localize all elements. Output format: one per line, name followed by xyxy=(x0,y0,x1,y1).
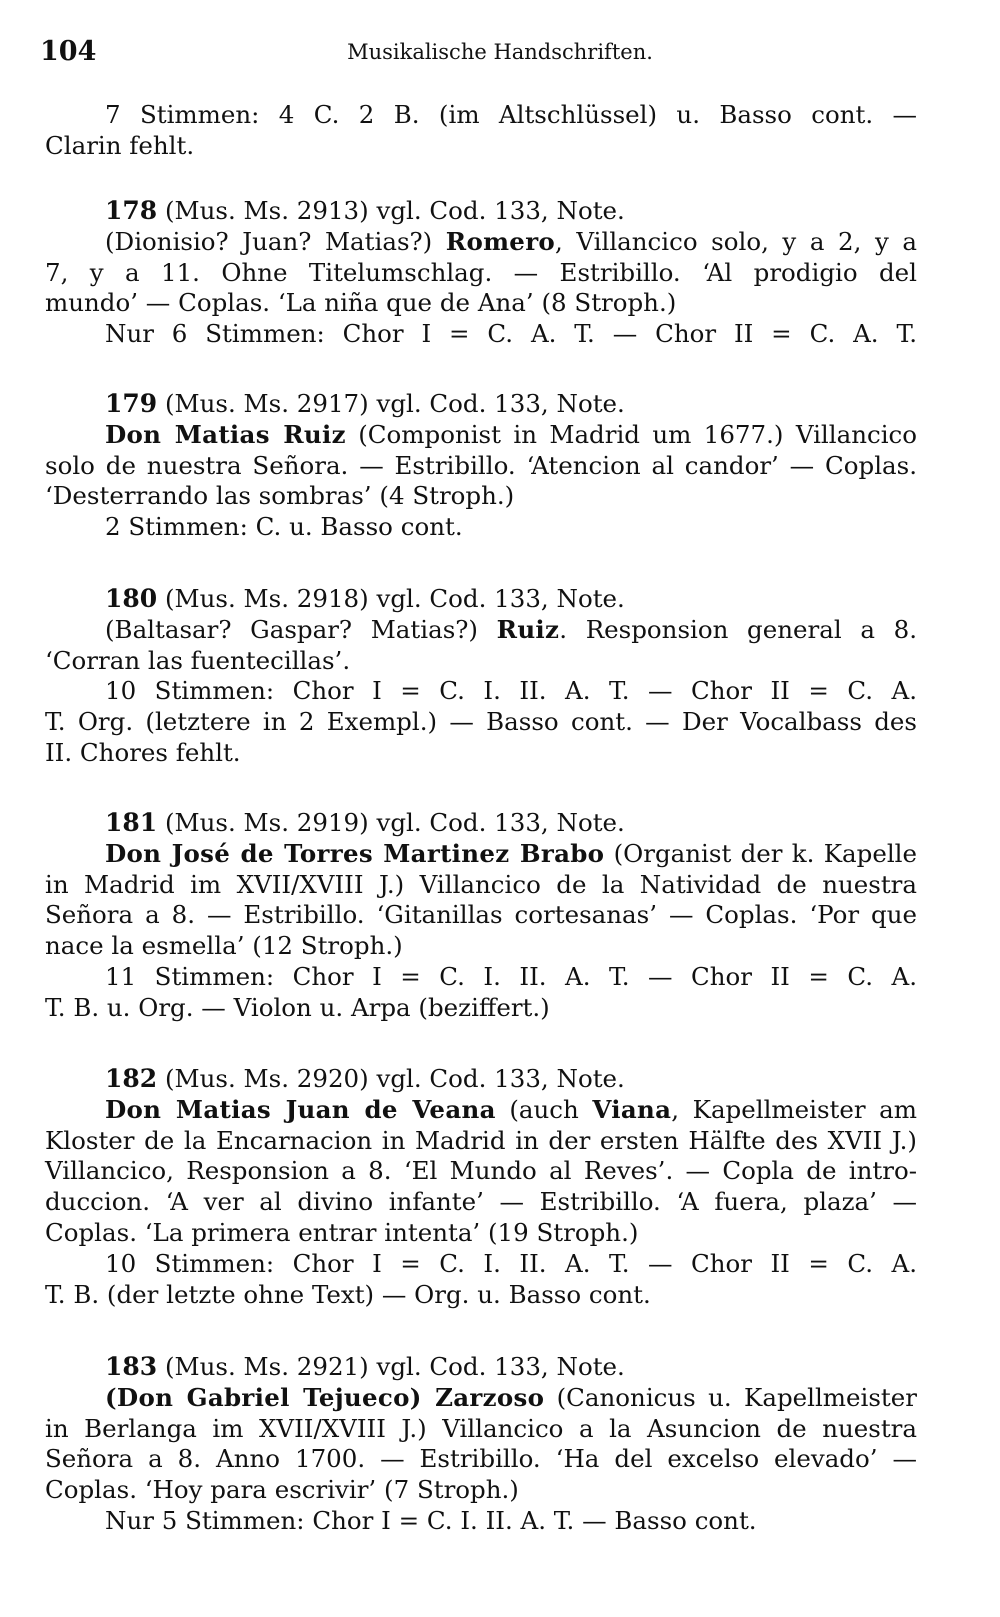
catalog-entry-181 xyxy=(45,808,917,1024)
catalog-entry-183 xyxy=(45,1352,917,1537)
text-line: in Berlanga im XVII/XVIII J.) Villancico a la Asuncion de nuestra xyxy=(45,1413,917,1443)
continuation-block xyxy=(45,100,917,162)
text-line: ‘Corran las fuentecillas’. xyxy=(45,645,351,675)
voices-line: 11 Stimmen: Chor I = C. I. II. A. T. — Chor II = C. A. xyxy=(105,961,917,991)
text-line: duccion. ‘A ver al divino infante’ — Estribillo. ‘A fuera, plaza’ — xyxy=(45,1187,917,1217)
text-line: nace la esmella’ (12 Stroph.) xyxy=(45,931,403,961)
shelfmark-reference: (Mus. Ms. 2921) vgl. Cod. 133, Note. xyxy=(157,1352,625,1381)
composer-given-names: (Dionisio? Juan? Matias?) xyxy=(105,226,446,256)
entry-number: 181 xyxy=(105,808,158,837)
voices-line: 2 Stimmen: C. u. Basso cont. xyxy=(105,512,463,542)
catalog-entry-179 xyxy=(45,389,917,543)
composer-name: Don Matias Ruiz xyxy=(105,419,346,449)
text-line: T. Org. (letztere in 2 Exempl.) — Basso cont. — Der Vocalbass des xyxy=(45,707,917,737)
composer-note: , Kapellmeister am xyxy=(671,1094,917,1124)
entry-number: 179 xyxy=(105,389,158,418)
entry-number: 183 xyxy=(105,1352,158,1381)
voices-line: 10 Stimmen: Chor I = C. I. II. A. T. — Chor II = C. A. xyxy=(105,676,917,706)
work-title: . Responsion general a 8. xyxy=(559,614,917,644)
entry-ref-line xyxy=(45,808,917,839)
entry-ref-line xyxy=(45,1064,917,1095)
text-line: T. B. (der letzte ohne Text) — Org. u. Basso cont. xyxy=(45,1279,651,1309)
entry-ref-line xyxy=(45,584,917,615)
composer-name: Don José de Torres Martinez Brabo xyxy=(105,838,605,868)
text-line: 7 Stimmen: 4 C. 2 B. (im Altschlüssel) u. Basso cont. — xyxy=(105,100,917,129)
text-line: solo de nuestra Señora. — Estribillo. ‘Atencion al candor’ — Coplas. xyxy=(45,450,917,480)
page-number: 104 xyxy=(40,36,97,67)
entry-ref-line xyxy=(45,389,917,420)
text-line xyxy=(45,227,917,258)
shelfmark-reference: (Mus. Ms. 2913) vgl. Cod. 133, Note. xyxy=(157,196,625,225)
catalog-entry-182 xyxy=(45,1064,917,1310)
catalog-entry-178 xyxy=(45,196,917,350)
text-line xyxy=(45,1095,917,1126)
work-title: , Villancico solo, y a 2, y a xyxy=(555,226,917,256)
composer-given-names: (Baltasar? Gaspar? Matias?) xyxy=(105,614,497,644)
text-line: Señora a 8. — Estribillo. ‘Gitanillas cortesanas’ — Coplas. ‘Por que xyxy=(45,900,917,930)
composer-alt-name: Viana xyxy=(592,1094,672,1124)
text-line: T. B. u. Org. — Violon u. Arpa (beziffert.) xyxy=(45,992,550,1022)
composer-name: Romero xyxy=(445,226,556,256)
text-line xyxy=(45,1383,917,1414)
text-line: II. Chores fehlt. xyxy=(45,737,241,767)
entry-number: 182 xyxy=(105,1064,158,1093)
text-line: Señora a 8. Anno 1700. — Estribillo. ‘Ha del excelso elevado’ — xyxy=(45,1444,917,1474)
entry-number: 178 xyxy=(105,196,158,225)
text-line: mundo’ — Coplas. ‘La niña que de Ana’ (8 Stroph.) xyxy=(45,288,677,318)
composer-name: (Don Gabriel Tejueco) Zarzoso xyxy=(105,1382,545,1412)
composer-note: (Canonicus u. Kapellmeister xyxy=(544,1382,917,1412)
text-line xyxy=(45,615,917,646)
text-line xyxy=(45,420,917,451)
voices-line: Nur 5 Stimmen: Chor I = C. I. II. A. T. — Basso cont. xyxy=(105,1505,757,1535)
composer-note: (Componist in Madrid um 1677.) Villancico xyxy=(345,419,918,449)
composer-note: (Organist der k. Kapelle xyxy=(604,838,917,868)
text-line: Coplas. ‘La primera entrar intenta’ (19 Stroph.) xyxy=(45,1217,639,1247)
text-line xyxy=(45,839,917,870)
composer-note: (auch xyxy=(495,1094,593,1124)
shelfmark-reference: (Mus. Ms. 2918) vgl. Cod. 133, Note. xyxy=(157,584,625,613)
shelfmark-reference: (Mus. Ms. 2920) vgl. Cod. 133, Note. xyxy=(157,1064,625,1093)
shelfmark-reference: (Mus. Ms. 2917) vgl. Cod. 133, Note. xyxy=(157,389,625,418)
voices-line: Nur 6 Stimmen: Chor I = C. A. T. — Chor II = C. A. T. xyxy=(105,319,917,349)
composer-name: Don Matias Juan de Veana xyxy=(105,1094,496,1124)
text-line: Clarin fehlt. xyxy=(45,130,195,160)
text-line: Villancico, Responsion a 8. ‘El Mundo al Reves’. — Copla de intro- xyxy=(45,1156,917,1186)
voices-line: 10 Stimmen: Chor I = C. I. II. A. T. — Chor II = C. A. xyxy=(105,1248,917,1278)
entry-number: 180 xyxy=(105,584,158,613)
text-line: 7, y a 11. Ohne Titelumschlag. — Estribillo. ‘Al prodigio del xyxy=(45,257,917,287)
text-line: ‘Desterrando las sombras’ (4 Stroph.) xyxy=(45,481,515,511)
text-line: Coplas. ‘Hoy para escrivir’ (7 Stroph.) xyxy=(45,1475,519,1505)
entry-ref-line xyxy=(45,1352,917,1383)
shelfmark-reference: (Mus. Ms. 2919) vgl. Cod. 133, Note. xyxy=(157,808,625,837)
text-line: in Madrid im XVII/XVIII J.) Villancico de la Natividad de nuestra xyxy=(45,869,917,899)
composer-name: Ruiz xyxy=(496,614,560,644)
page-header xyxy=(40,36,960,76)
running-title: Musikalische Handschriften. xyxy=(347,40,653,64)
text-line: Kloster de la Encarnacion in Madrid in der ersten Hälfte des XVII J.) xyxy=(45,1125,917,1155)
entry-ref-line xyxy=(45,196,917,227)
catalog-entry-180 xyxy=(45,584,917,769)
